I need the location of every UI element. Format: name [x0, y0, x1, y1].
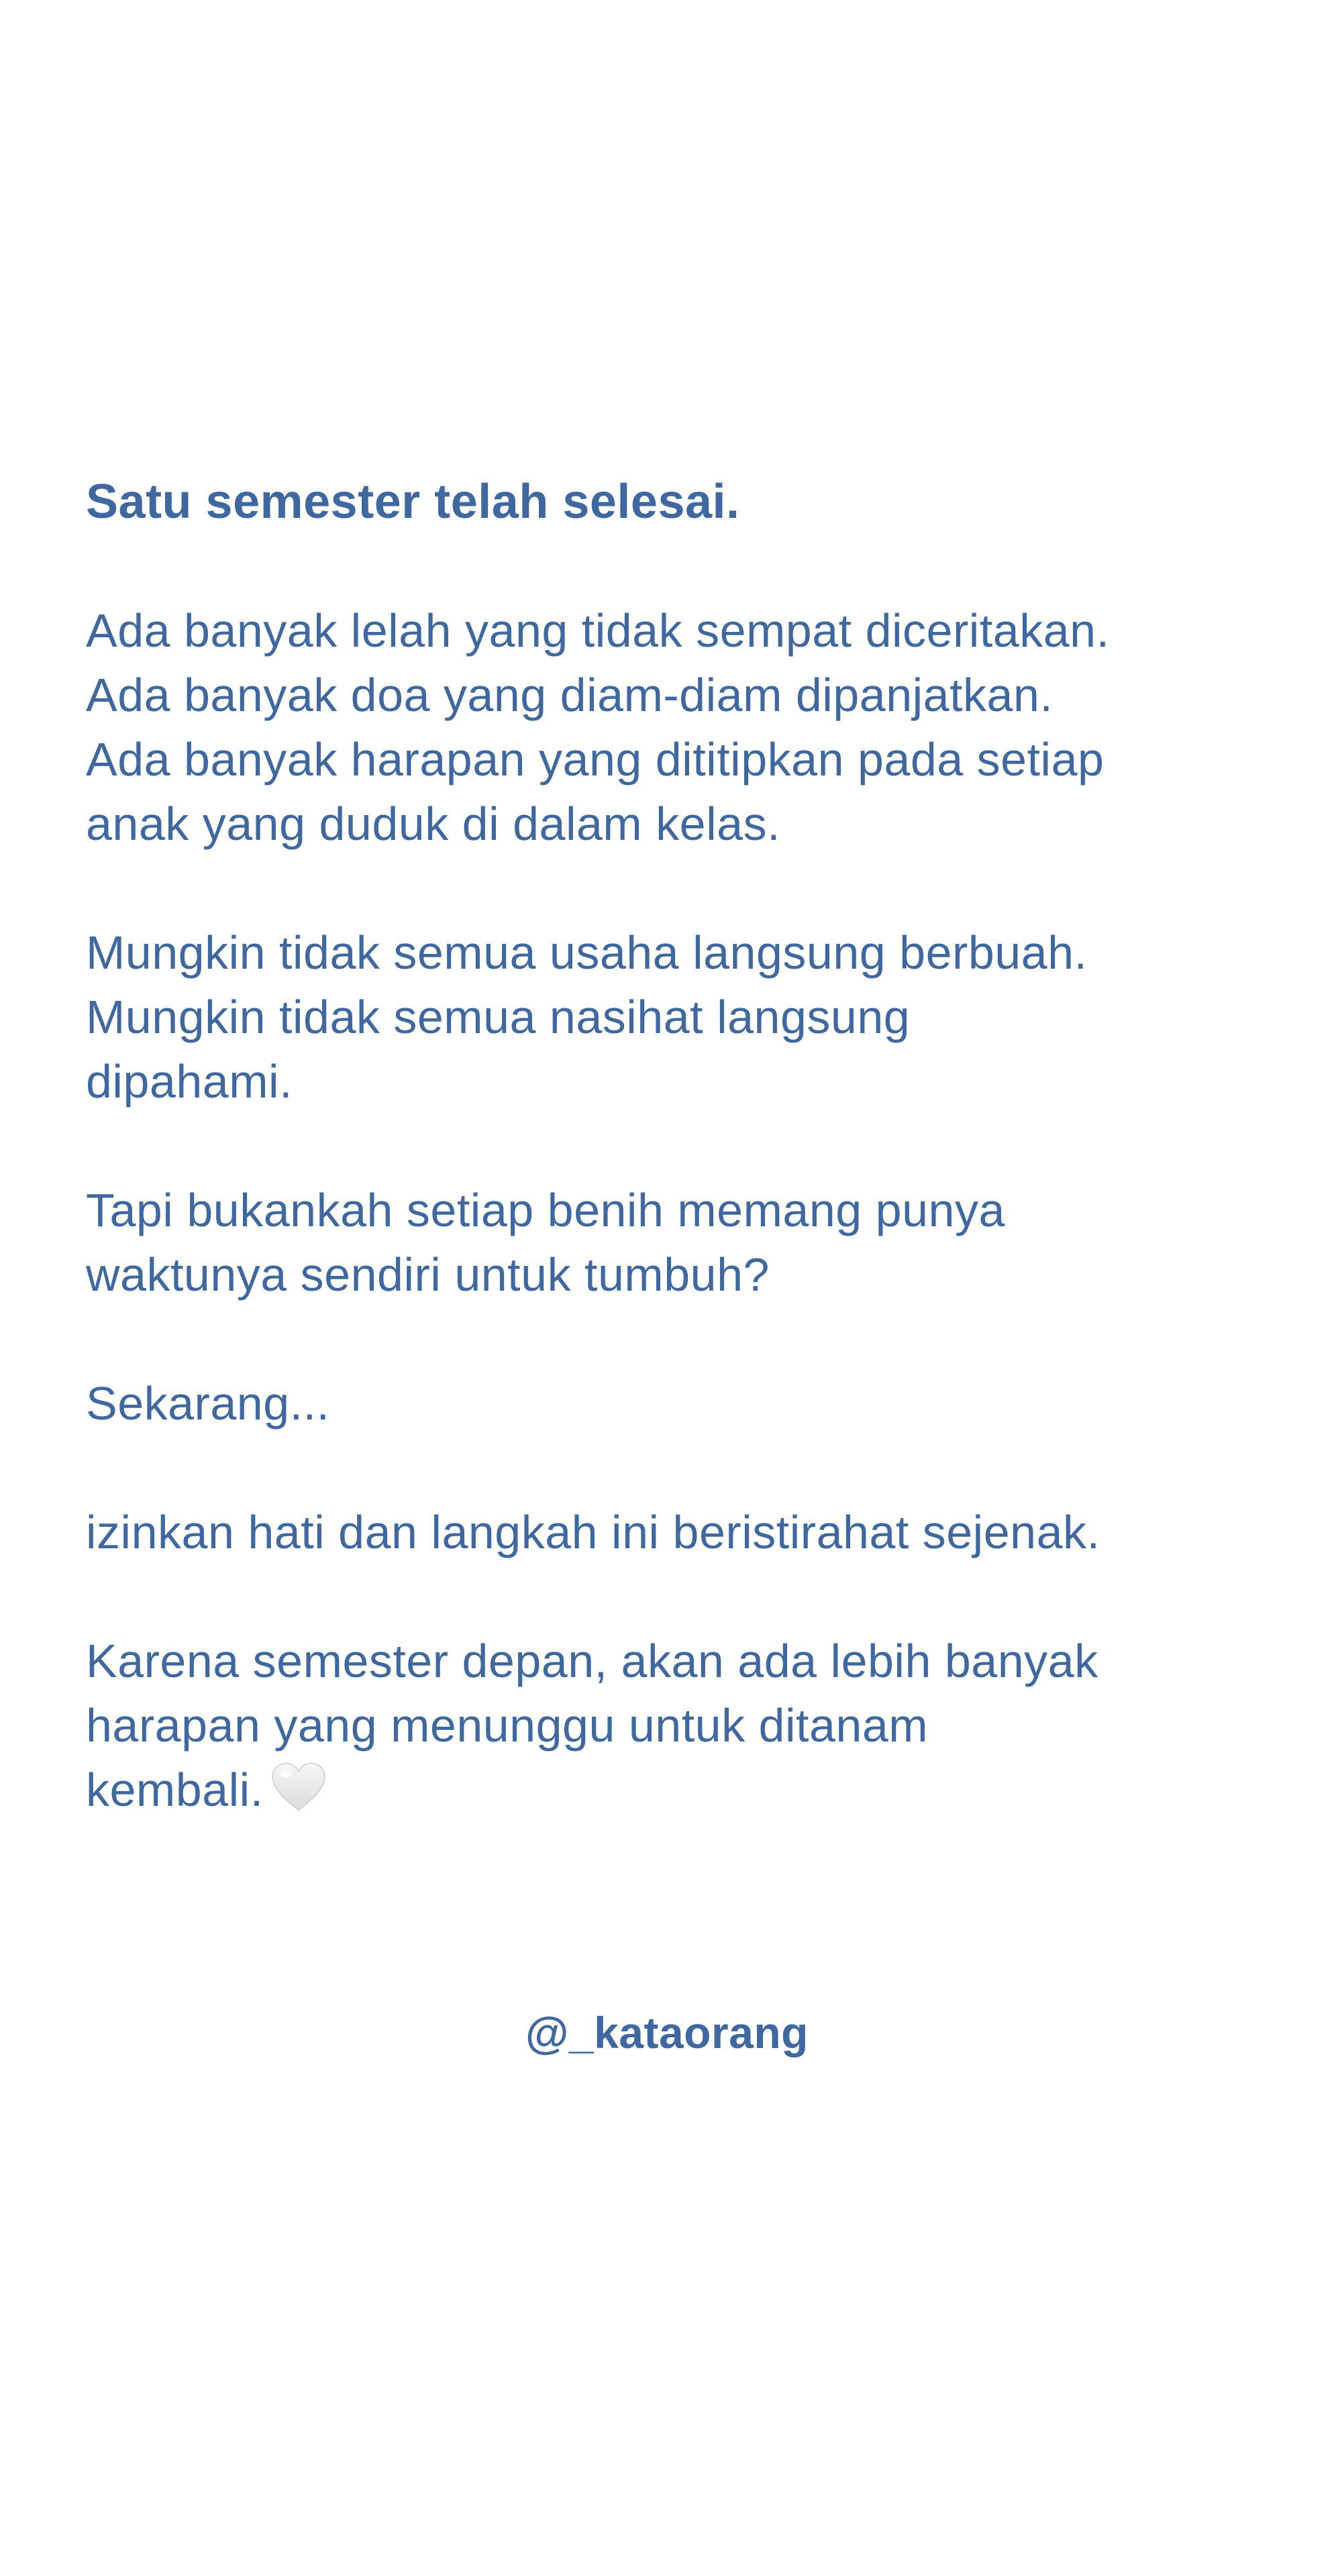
paragraph-line: anak yang duduk di dalam kelas.: [86, 798, 781, 850]
paragraph-line: Tapi bukankah setiap benih memang punya: [86, 1184, 1005, 1236]
paragraph-line: izinkan hati dan langkah ini beristirahat sejenak.: [86, 1506, 1100, 1558]
white-heart-icon: [270, 1762, 327, 1813]
paragraph-line: Mungkin tidak semua nasihat langsung: [86, 991, 911, 1043]
paragraph-1: [86, 598, 1267, 856]
paragraph-line: Ada banyak harapan yang dititipkan pada setiap: [86, 733, 1105, 786]
paragraph-line: Mungkin tidak semua usaha langsung berbuah.: [86, 926, 1088, 979]
caption-card: [86, 470, 1267, 1822]
paragraph-5: [86, 1500, 1267, 1564]
paragraph-line: dipahami.: [86, 1055, 293, 1108]
paragraph-4: [86, 1371, 1267, 1436]
paragraph-line: Ada banyak lelah yang tidak sempat diceritakan.: [86, 604, 1110, 657]
paragraph-line: Ada banyak doa yang diam-diam dipanjatkan.: [86, 669, 1054, 721]
paragraph-2: [86, 920, 1267, 1114]
paragraph-line: kembali.: [86, 1764, 264, 1816]
post-title: Satu semester telah selesai.: [86, 475, 740, 529]
paragraph-3: [86, 1178, 1267, 1307]
paragraph-6: [86, 1629, 1267, 1822]
paragraph-line: waktunya sendiri untuk tumbuh?: [86, 1248, 770, 1301]
paragraph-line-with-heart: [86, 1758, 1267, 1822]
author-handle: @_kataorang: [525, 2008, 809, 2057]
paragraph-line: Sekarang...: [86, 1377, 330, 1430]
paragraph-line: Karena semester depan, akan ada lebih banyak: [86, 1635, 1098, 1687]
paragraph-line: harapan yang menunggu untuk ditanam: [86, 1699, 929, 1752]
